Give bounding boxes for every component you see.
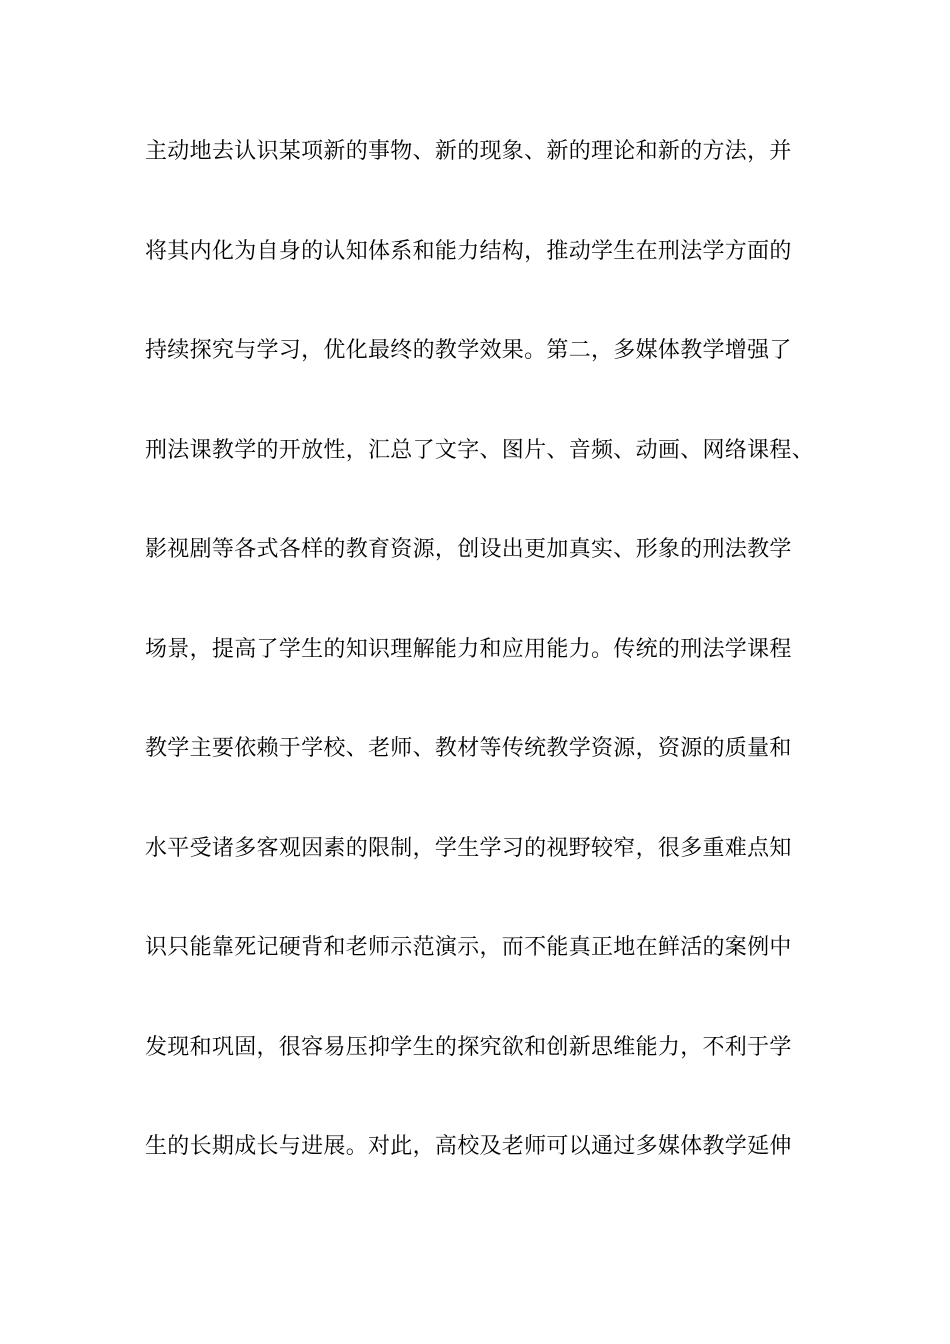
text-line: 水平受诸多客观因素的限制，学生学习的视野较窄，很多重难点知 [145,835,792,861]
text-line: 主动地去认识某项新的事物、新的现象、新的理论和新的方法，并 [145,139,792,164]
text-line: 发现和巩固，很容易压抑学生的探究欲和创新思维能力，不利于学 [145,1034,792,1060]
text-line: 生的长期成长与进展。对此，高校及老师可以通过多媒体教学延伸 [145,1134,792,1159]
text-line: 教学主要依赖于学校、老师、教材等传统教学资源，资源的质量和 [145,736,792,761]
text-line: 刑法课教学的开放性，汇总了文字、图片、音频、动画、网络课程、 [145,437,815,463]
text-line: 影视剧等各式各样的教育资源，创设出更加真实、形象的刑法教学 [145,537,792,562]
text-line: 场景，提高了学生的知识理解能力和应用能力。传统的刑法学课程 [145,636,792,662]
text-line: 识只能靠死记硬背和老师示范演示，而不能真正地在鲜活的案例中 [145,935,792,960]
text-line: 将其内化为自身的认知体系和能力结构，推动学生在刑法学方面的 [145,238,792,264]
text-line: 持续探究与学习，优化最终的教学效果。第二，多媒体教学增强了 [145,338,792,363]
body-text [145,126,825,1221]
